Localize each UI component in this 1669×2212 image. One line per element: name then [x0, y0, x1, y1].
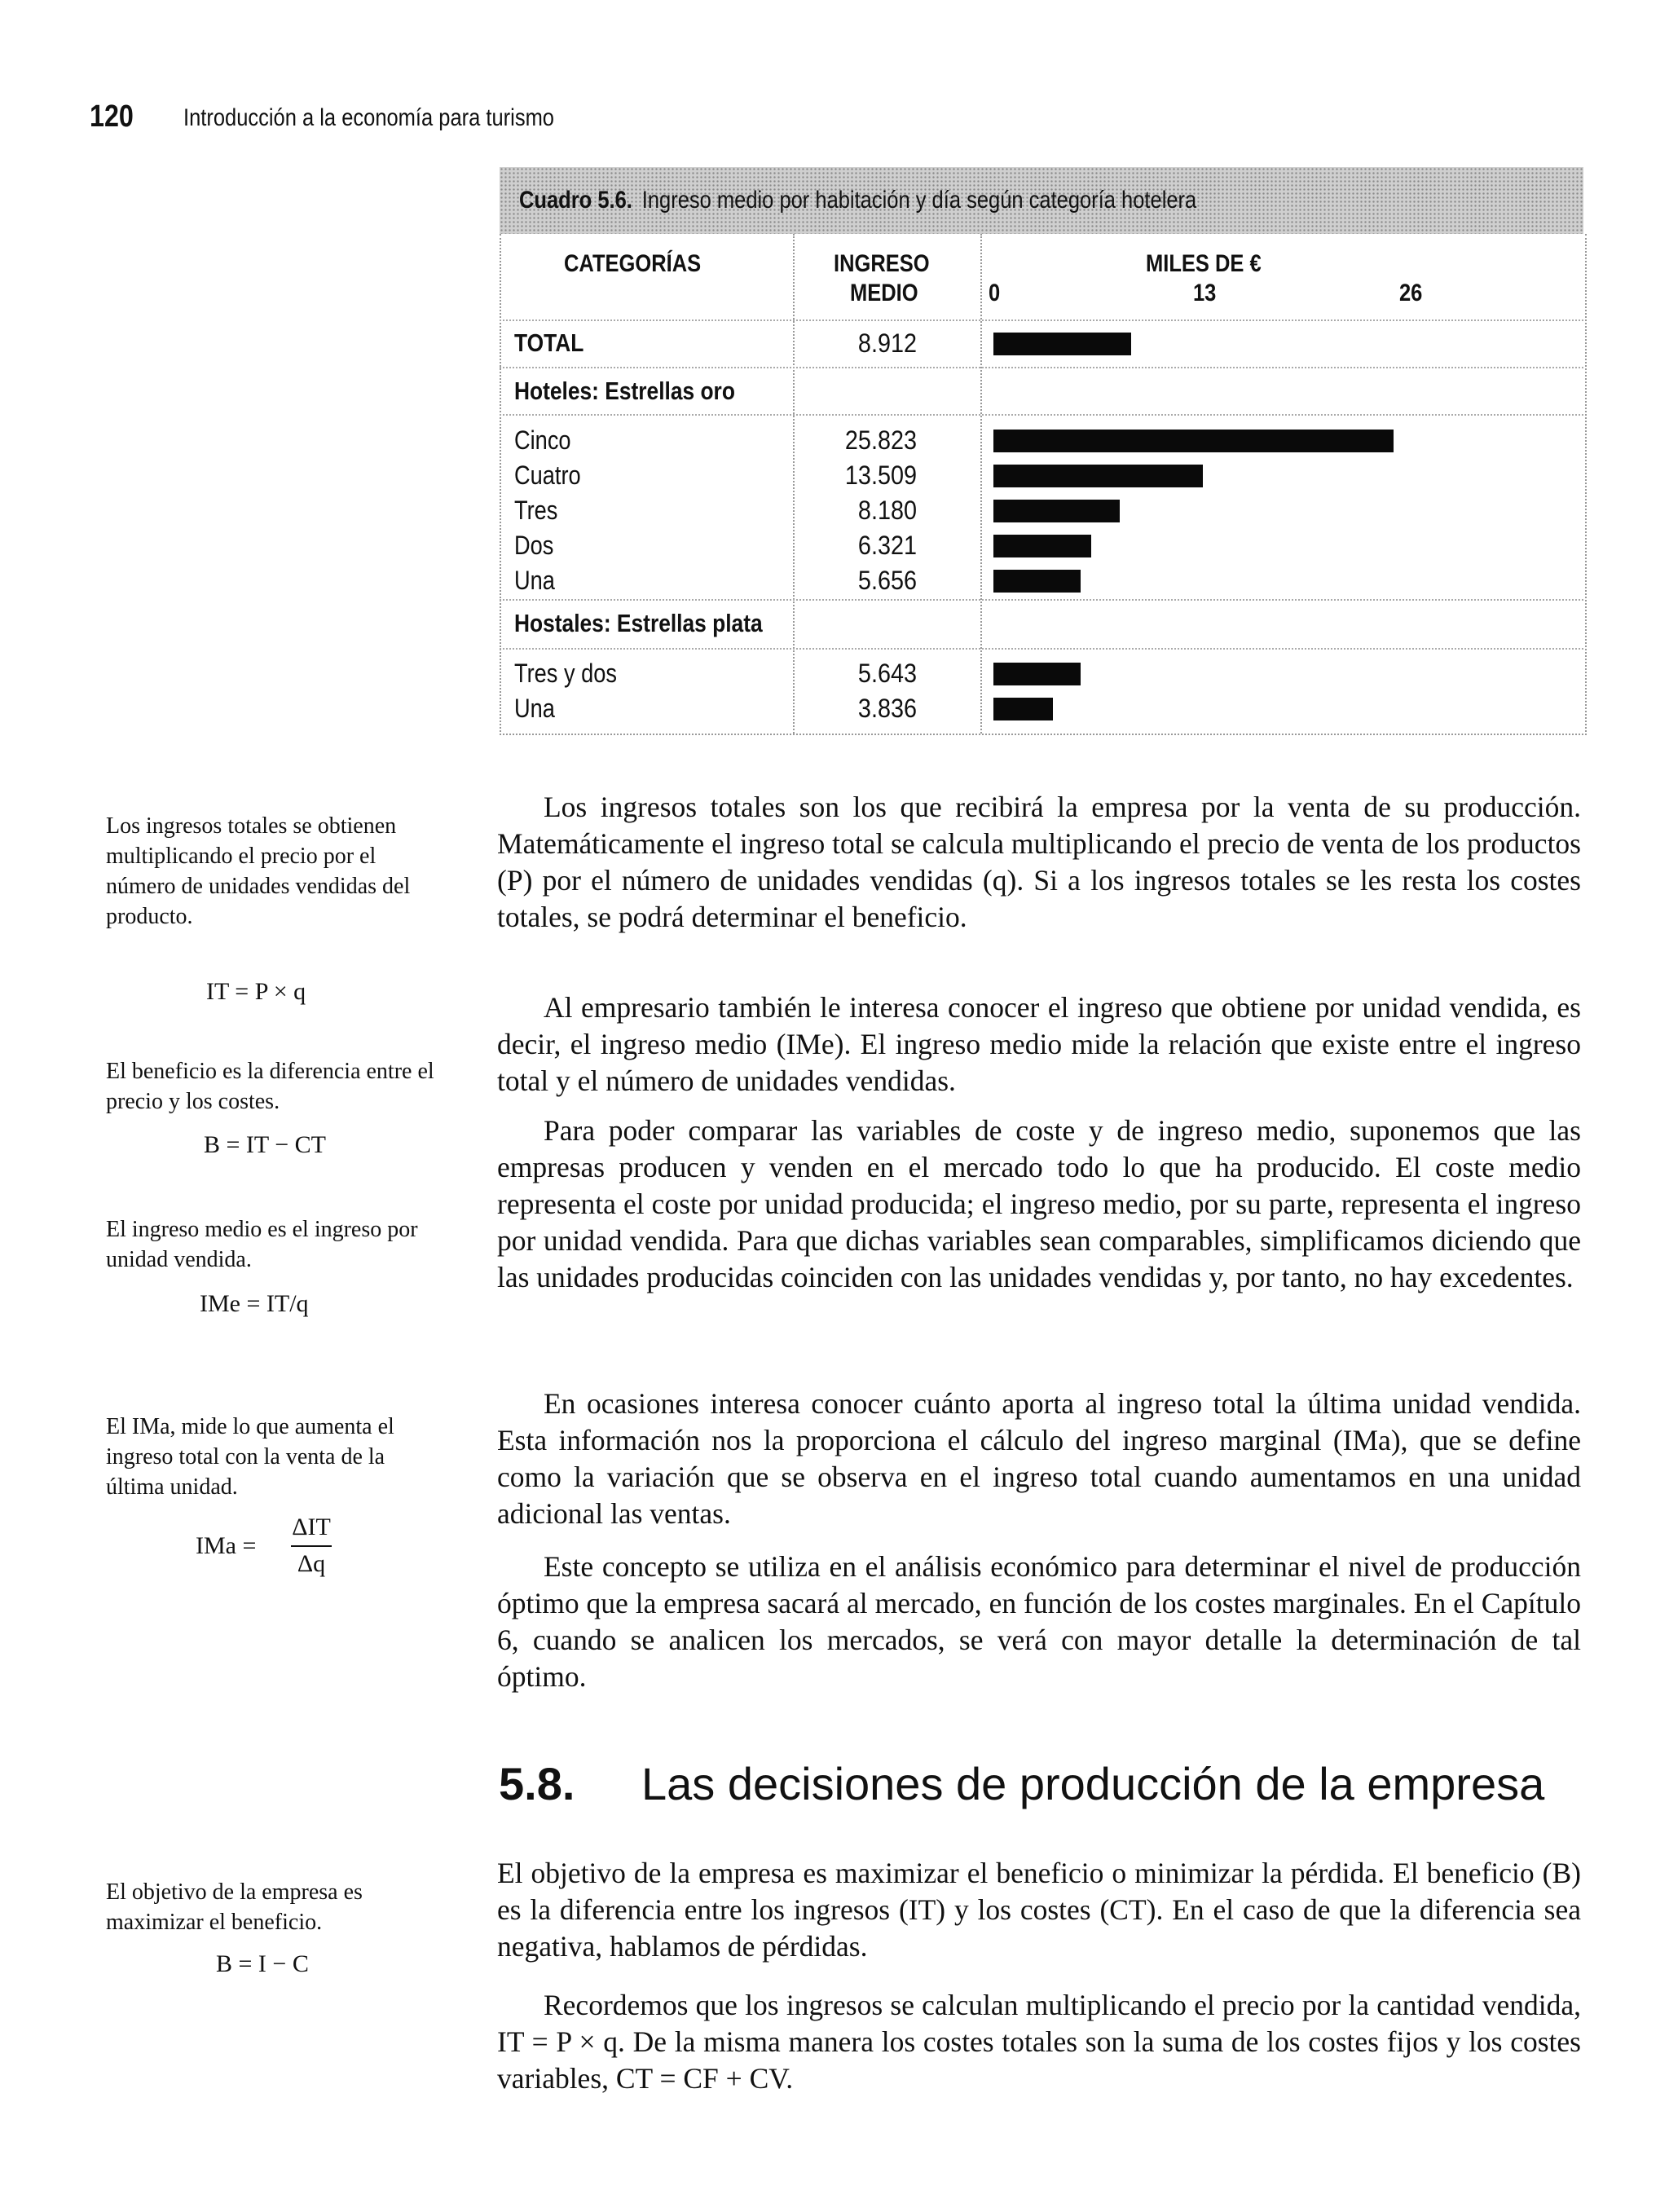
category-label: Cuatro: [514, 460, 581, 490]
body-paragraph: Al empresario también le interesa conocer el ingreso que obtiene por unidad vendida, es decir, el ingreso medio (IMe). El ingreso medio mide la relación que existe entre el ingreso total y el número de unidades vendidas.: [497, 991, 1581, 1097]
section-number: 5.8.: [499, 1758, 575, 1809]
body-paragraph: El objetivo de la empresa es maximizar el beneficio o minimizar la pérdida. El beneficio (B) es la diferencia entre los ingresos (IT) y los costes (CT). En el caso de que la diferencia sea negativa, hablamos de pérdidas.: [497, 1857, 1581, 1963]
sidenote-ingreso-medio: El ingreso medio es el ingreso por unidad vendida.: [106, 1217, 418, 1272]
body-paragraph: Para poder comparar las variables de coste y de ingreso medio, suponemos que las empresas producen y venden en el mercado todo lo que ha producido. El coste medio representa el coste por unidad producida; el ingreso medio, por su parte, representa el ingreso por unidad vendida. Para que dichas variables sean comparables, simplificamos diciendo que las unidades producidas coinciden con las unidades vendidas y, por tanto, no hay excedentes.: [497, 1114, 1581, 1293]
group-label: Hostales: Estrellas plata: [514, 609, 763, 637]
data-bar: [993, 430, 1394, 452]
value-label: 8.180: [857, 496, 917, 525]
body-paragraph: Los ingresos totales son los que recibirá la empresa por la venta de su producción. Matemáticamente el ingreso total se calcula multiplicando el precio de venta de los productos (P) por el número de unidades vendidas (q). Si a los ingresos totales se les resta los costes totales, se podrá determinar el beneficio.: [497, 791, 1581, 933]
category-label: Una: [514, 694, 555, 723]
running-header: [90, 99, 555, 134]
value-label: 5.643: [857, 659, 917, 688]
page-number: 120: [90, 99, 134, 134]
formula-ime: IMe = IT/q: [200, 1290, 309, 1317]
body-paragraph: Este concepto se utiliza en el análisis económico para determinar el nivel de producción óptimo que la empresa sacará al mercado, en función de los costes marginales. En el Capítulo 6, cuando se analicen los mercados, se verá con mayor detalle la determinación de tal óptimo.: [497, 1550, 1581, 1693]
body-paragraph: En ocasiones interesa conocer cuánto aporta al ingreso total la última unidad vendida. Esta información nos la proporciona el cálculo del ingreso marginal (IMa), que se define como la variación que se observa en el ingreso total cuando aumentamos en una unidad adicional las ventas.: [497, 1387, 1581, 1530]
category-label: TOTAL: [514, 328, 584, 357]
figure-label: Cuadro 5.6.: [519, 187, 632, 214]
category-label: Tres y dos: [514, 659, 617, 688]
row-divider: [500, 648, 1583, 650]
sidenote-ingresos-totales: Los ingresos totales se obtienen multiplicando el precio por el número de unidades vendidas del producto.: [106, 813, 411, 929]
data-bar: [993, 570, 1081, 593]
sidenote-ingreso-marginal: El IMa, mide lo que aumenta el ingreso total con la venta de la última unidad.: [106, 1414, 394, 1500]
header-miles-de-euro: MILES DE €: [1146, 250, 1262, 277]
header-ingreso: INGRESO: [834, 250, 930, 277]
scale-tick: 26: [1399, 280, 1423, 306]
category-label: Tres: [514, 496, 558, 525]
data-bar: [993, 333, 1131, 355]
value-label: 3.836: [857, 694, 917, 723]
row-divider: [500, 367, 1583, 368]
data-bar: [993, 663, 1081, 685]
scale-tick: 0: [989, 280, 1001, 306]
category-label: Cinco: [514, 425, 571, 455]
row-divider: [500, 414, 1583, 416]
header-medio: MEDIO: [850, 280, 918, 306]
running-title: Introducción a la economía para turismo: [183, 104, 555, 131]
formula-b-i-c: B = I − C: [216, 1950, 309, 1977]
data-bar: [993, 535, 1091, 557]
row-divider: [500, 319, 1583, 321]
category-label: Dos: [514, 531, 554, 560]
formula-ima-numerator: ΔIT: [292, 1514, 331, 1540]
value-label: 13.509: [844, 460, 917, 490]
body-paragraph: Recordemos que los ingresos se calculan multiplicando el precio por la cantidad vendida, IT = P × q. De la misma manera los costes totales son la suma de los costes fijos y los costes variables, CT = CF + CV.: [497, 1989, 1581, 2095]
formula-b-it-ct: B = IT − CT: [204, 1131, 326, 1158]
category-label: Una: [514, 566, 555, 595]
sidenote-objetivo: El objetivo de la empresa es maximizar el beneficio.: [106, 1879, 363, 1935]
scale-tick: 13: [1193, 280, 1217, 306]
sidenote-beneficio: El beneficio es la diferencia entre el precio y los costes.: [106, 1059, 434, 1114]
group-label: Hoteles: Estrellas oro: [514, 377, 735, 405]
section-title: Las decisiones de producción de la empresa: [641, 1758, 1545, 1809]
figure-title: Ingreso medio por habitación y día según categoría hotelera: [641, 187, 1197, 214]
value-label: 25.823: [844, 425, 917, 455]
column-divider: [793, 234, 795, 734]
fraction-bar: [291, 1545, 332, 1547]
data-bar: [993, 698, 1053, 720]
formula-ima-lhs: IMa =: [196, 1532, 257, 1559]
figure-caption-bar: [500, 167, 1583, 234]
value-label: 6.321: [857, 531, 917, 560]
section-heading: [499, 1757, 1544, 1810]
column-divider: [980, 234, 982, 734]
data-bar: [993, 465, 1203, 487]
value-label: 8.912: [857, 328, 917, 358]
value-label: 5.656: [857, 566, 917, 595]
header-categorias: CATEGORÍAS: [564, 250, 702, 277]
formula-it: IT = P × q: [206, 978, 306, 1005]
formula-ima-denominator: Δq: [297, 1550, 326, 1577]
row-divider: [500, 599, 1583, 601]
data-bar: [993, 500, 1120, 522]
